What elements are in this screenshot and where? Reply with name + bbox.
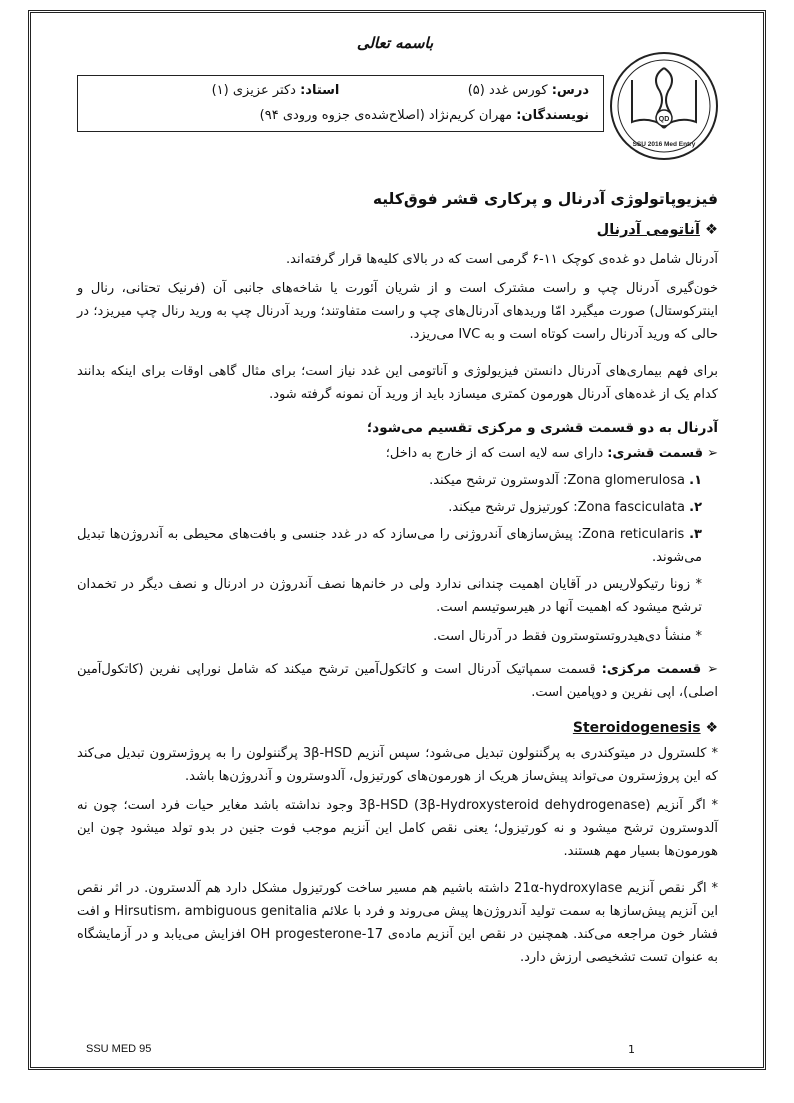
teacher-label: استاد: [300,83,340,98]
logo-mark: QD [658,116,670,123]
anatomy-paragraph-2: خون‌گیری آدرنال چپ و راست مشترک است و از شریان آئورت یا شاخه‌های جانبی آن (فرنیک تحتانی، رنال و اینترکوستال) صورت میگیرد امّا وریدهای آدرنال‌های چپ و راست متفاوتند؛ ورید آدرنال چپ به ورید رنال چپ میریزد؛ در حالی که ورید آدرنال راست کوتاه است و به IVC می‌ریزد. [77,281,718,342]
zone-number: ۳. [689,527,702,542]
teacher-value: دکتر عزیزی (۱) [211,83,296,98]
medulla-label: قسمت مرکزی: [601,662,702,677]
steroid-paragraph-3: * اگر نقص آنزیم 21α-hydroxylase داشته باشیم هم مسیر ساخت کورتیزول مشکل دارد هم آلدسترون. در اثر نقص این آنزیم پیش‌سازها به سمت تولید آندروژن‌ها پیش می‌روند و فرد با علائم Hirsutism، ambiguous genitalia و افت فشار خون مراجعه می‌کند. همچنین در نقص این آنزیم ماده‌ی 17-OH progesterone افزایش می‌یابد و در آزمایشگاه به عنوان تست تشخیصی ارزش دارد. [77,881,719,965]
zone-text: : کورتیزول ترشح میکند. [448,500,578,515]
zone-item-1 [77,469,718,492]
anatomy-paragraph-1: آدرنال شامل دو غده‌ی کوچک ۱۱-۶ گرمی است که در بالای کلیه‌ها قرار گرفته‌اند. [286,252,718,267]
page-title: فیزیوپاتولوژی آدرنال و پرکاری قشر فوق‌کلیه [372,190,718,208]
document-body [77,190,718,975]
authors-label: نویسندگان: [516,108,589,123]
page-number: 1 [628,1043,635,1056]
course-teacher-line [89,83,589,98]
zone-name: Zona fasciculata [577,500,685,515]
zone-text: : پیش‌سازهای آندروژنی را می‌سازد که در غدد جنسی و بافت‌های محیطی به آندروژن‌ها تبدیل می‌شوند. [77,527,702,565]
zone-number: ۲. [689,500,702,515]
anatomy-heading-label: آناتومی آدرنال [596,222,700,238]
arrow-bullet-icon: ➢ [707,662,718,677]
medulla-line [77,658,718,704]
diamond-bullet-icon: ❖ [705,222,718,238]
divisions-heading: آدرنال به دو قسمت قشری و مرکزی تقسیم می‌شود؛ [366,420,718,436]
course-value: کورس غدد (۵) [467,83,548,98]
reticularis-note: * زونا رتیکولاریس در آقایان اهمیت چندانی ندارد ولی در خانم‌ها نصف آندروژن در ادرنال و نصف دیگر در تخمدان ترشح میشود که اهمیت آنها در هیرسوتیسم است. [77,577,702,615]
zone-name: Zona reticularis [581,527,685,542]
anatomy-paragraph-3: برای فهم بیماری‌های آدرنال دانستن فیزیولوژی و آناتومی این غدد نیاز است؛ برای مثال گاهی اوقات برای اینکه بدانند کدام یک از غده‌های آدرنال هورمون کمتری میسازد باید از ورید آن نمونه گرفته شود. [77,364,718,402]
steroidogenesis-heading-label: Steroidogenesis [572,720,701,736]
zone-name: Zona glomerulosa [567,473,685,488]
diamond-bullet-icon: ❖ [705,720,718,736]
anatomy-heading [77,222,718,238]
arrow-bullet-icon: ➢ [707,446,718,461]
zone-number: ۱. [689,473,702,488]
course-info-box [77,75,604,132]
dht-note: * منشأ دی‌هیدروتستوسترون فقط در آدرنال است. [433,629,702,644]
ssu-med-entry-logo [608,50,720,162]
zone-item-2 [77,496,718,519]
zone-item-3 [77,523,718,569]
cortex-text: دارای سه لایه است که از خارج به داخل؛ [385,446,604,461]
authors-value: مهران کریم‌نژاد (اصلاح‌شده‌ی جزوه ورودی ۹۴) [259,108,513,123]
zone-text: : آلدوسترون ترشح میکند. [429,473,568,488]
cortex-line [77,442,718,465]
footer-label: SSU MED 95 [86,1043,152,1055]
bismillah-heading: باسمه تعالی [356,34,434,52]
steroid-paragraph-2: * اگر آنزیم 3β-HSD (3β-Hydroxysteroid dehydrogenase) وجود نداشته باشد مغایر حیات فرد است؛ چون نه آلدوسترون ترشح میشود و نه کورتیزول؛ یعنی نقص کامل این آنزیم موجب فوت جنین در بدو تولد میشود چون این هورمون‌ها بسیار مهم هستند. [77,798,719,859]
medulla-text: قسمت سمپاتیک آدرنال است و کاتکول‌آمین ترشح میکند که شامل نوراپی نفرین (کاتکول‌آمین اصلی)، اپی نفرین و دوپامین است. [77,662,718,700]
steroidogenesis-heading [77,720,718,736]
authors-line [260,108,589,123]
course-label: درس: [551,83,589,98]
steroid-paragraph-1: * کلسترول در میتوکندری به پرگننولون تبدیل می‌شود؛ سپس آنزیم 3β-HSD پرگننولون را به پروژسترون تبدیل می‌کند که این پروژسترون می‌تواند پیش‌ساز هریک از هورمون‌های کورتیزول، آلدوسترون و آندروژن‌ها باشد. [77,746,718,784]
cortex-label: قسمت قشری: [607,446,703,461]
logo-caption: SSU 2016 Med Entry [632,141,696,148]
